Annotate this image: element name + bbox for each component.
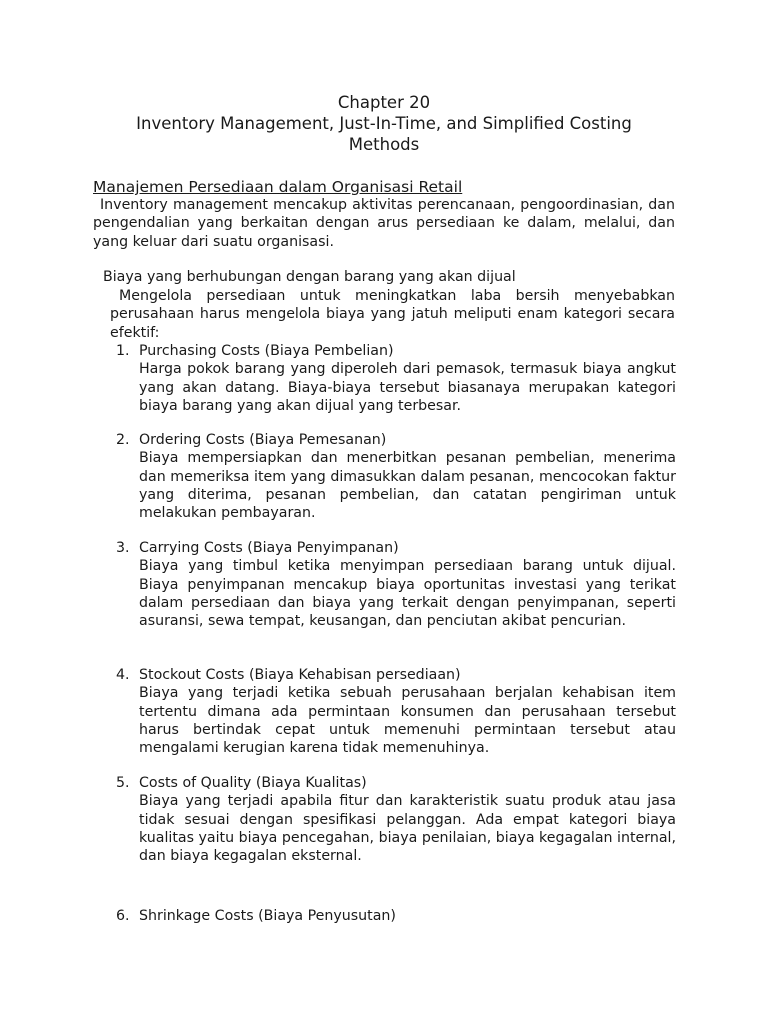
list-item-heading: Carrying Costs (Biaya Penyimpanan) [139,540,399,556]
title-line-1: Inventory Management, Just-In-Time, and Simplified Costing [136,114,632,133]
title-block [93,92,675,155]
list-item-number: 4. [116,667,130,683]
list-item-body: Biaya yang timbul ketika menyimpan persediaan barang untuk dijual. Biaya penyimpanan mencakup biaya oportunitas investasi yang terikat dalam persediaan dan biaya yang terkait dengan penyimpanan, seperti asuransi, sewa tempat, keusangan, dan penciutan akibat pencurian. [139,558,676,630]
chapter-label: Chapter 20 [337,93,431,112]
list-item-heading: Purchasing Costs (Biaya Pembelian) [139,343,394,359]
list-item-number: 1. [116,343,130,359]
list-item-heading: Shrinkage Costs (Biaya Penyusutan) [139,908,396,924]
list-item-body: Harga pokok barang yang diperoleh dari pemasok, termasuk biaya angkut yang akan datang. Biaya-biaya tersebut biasanaya merupakan kategori biaya barang yang akan dijual yang terbesar. [139,361,676,414]
list-item [116,666,676,757]
list-item-body: Biaya mempersiapkan dan menerbitkan pesanan pembelian, menerima dan memeriksa item yang dimasukkan dalam pesanan, mencocokan faktur yang diterima, pesanan pembelian, dan catatan pengiriman untuk melakukan pembayaran. [139,450,676,522]
intro-paragraph: Inventory management mencakup aktivitas perencanaan, pengoordinasian, dan pengendalian yang berkaitan dengan arus persediaan ke dalam, melalui, dan yang keluar dari suatu organisasi. [93,197,675,250]
list-item [116,774,676,865]
list-item-number: 2. [116,432,130,448]
section-heading: Manajemen Persediaan dalam Organisasi Retail [93,178,463,196]
title-line-2: Methods [348,135,420,154]
list-item [116,907,676,925]
list-item-heading: Ordering Costs (Biaya Pemesanan) [139,432,387,448]
list-item-body: Biaya yang terjadi ketika sebuah perusahaan berjalan kehabisan item tertentu dimana ada permintaan konsumen dan perusahaan tersebut harus bertindak cepat untuk memenuhi permintaan tersebut atau mengalami kerugian karena tidak memenuhinya. [139,685,676,757]
list-item [116,539,676,630]
sub-paragraph: Mengelola persediaan untuk meningkatkan laba bersih menyebabkan perusahaan harus mengelola biaya yang jatuh meliputi enam kategori secara efektif: [110,288,675,341]
list-item-number: 3. [116,540,130,556]
list-item-number: 6. [116,908,130,924]
list-item-body: Biaya yang terjadi apabila fitur dan karakteristik suatu produk atau jasa tidak sesuai dengan spesifikasi pelanggan. Ada empat kategori biaya kualitas yaitu biaya pencegahan, biaya penilaian, biaya kegagalan internal, dan biaya kegagalan eksternal. [139,793,676,865]
sub-heading: Biaya yang berhubungan dengan barang yang akan dijual [103,269,516,285]
list-item [116,342,676,415]
list-item [116,431,676,522]
list-item-number: 5. [116,775,130,791]
list-item-heading: Costs of Quality (Biaya Kualitas) [139,775,367,791]
list-item-heading: Stockout Costs (Biaya Kehabisan persediaan) [139,667,461,683]
